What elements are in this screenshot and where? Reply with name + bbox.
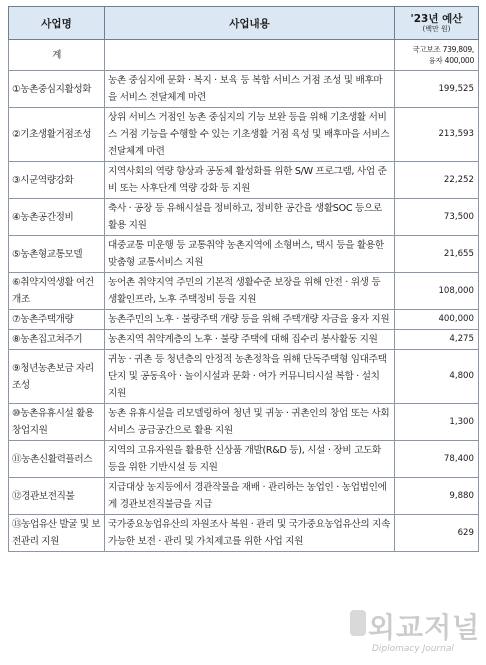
project-content: 농촌주민의 노후 · 불량주택 개량 등을 위해 주택개량 자금을 융자 지원 [105, 310, 395, 330]
project-name: ⑦농촌주택개량 [9, 310, 105, 330]
project-budget: 4,275 [395, 330, 479, 350]
header-budget-unit: (백만 원) [422, 25, 451, 33]
project-content: 축사 · 공장 등 유해시설을 정비하고, 정비한 공간을 생활SOC 등으로 활용 지원 [105, 199, 395, 236]
project-name: ④농촌공간정비 [9, 199, 105, 236]
project-content: 농어촌 취약지역 주민의 기본적 생활수준 보장을 위해 안전 · 위생 등 생활인프라, 노후 주택정비 등을 지원 [105, 273, 395, 310]
table-row [9, 441, 479, 478]
project-name: ⑪농촌신활력플러스 [9, 441, 105, 478]
project-content: 상위 서비스 거점인 농촌 중심지의 기능 보완 등을 위해 기초생활 서비스 거점 기능을 수행할 수 있는 기초생활 거점 육성 및 배후마을 서비스 전달체계 마련 [105, 108, 395, 162]
project-content: 지역사회의 역량 향상과 공동체 활성화를 위한 S/W 프로그램, 사업 준비 또는 사후단계 역량 강화 등 지원 [105, 162, 395, 199]
project-content: 국가중요농업유산의 자원조사 복원 · 관리 및 국가중요농업유산의 지속가능한 보전 · 관리 및 가치제고를 위한 사업 지원 [105, 515, 395, 552]
project-name: ①농촌중심지활성화 [9, 71, 105, 108]
total-budget-line2: 융자 400,000 [428, 56, 474, 65]
project-name: ⑫경관보전직불 [9, 478, 105, 515]
project-budget: 78,400 [395, 441, 479, 478]
project-budget: 629 [395, 515, 479, 552]
header-project-name: 사업명 [9, 7, 105, 40]
project-name: ⑩농촌유휴시설 활용창업지원 [9, 404, 105, 441]
table-row [9, 108, 479, 162]
project-name: ⑥취약지역생활 여건개조 [9, 273, 105, 310]
project-name: ⑧농촌집고쳐주기 [9, 330, 105, 350]
total-row [9, 40, 479, 71]
project-content: 귀농 · 귀촌 등 청년층의 안정적 농촌정착을 위해 단독주택형 임대주택단지 및 공동육아 · 놀이시설과 문화 · 여가 커뮤니티시설 복합 · 설치 지원 [105, 350, 395, 404]
project-name: ⑤농촌형교통모델 [9, 236, 105, 273]
watermark-main: 외교저널 [368, 611, 481, 644]
watermark-sub: Diplomacy Journal [372, 644, 454, 654]
project-name: ③시군역량강화 [9, 162, 105, 199]
table-row [9, 273, 479, 310]
table-row [9, 404, 479, 441]
table-row [9, 350, 479, 404]
header-budget [395, 7, 479, 40]
table-row [9, 515, 479, 552]
table-row [9, 478, 479, 515]
project-name: ⑬농업유산 발굴 및 보전관리 지원 [9, 515, 105, 552]
project-content: 지급대상 농지등에서 경관작물을 재배 · 관리하는 농업인 · 농업법인에게 경관보전직불금을 지급 [105, 478, 395, 515]
table-row [9, 71, 479, 108]
watermark-logo-icon [350, 610, 366, 636]
project-budget: 9,880 [395, 478, 479, 515]
total-budget-line1: 국고보조 739,809, [412, 45, 474, 54]
project-content: 농촌지역 취약계층의 노후 · 불량 주택에 대해 집수리 봉사활동 지원 [105, 330, 395, 350]
table-header-row [9, 7, 479, 40]
table-row [9, 236, 479, 273]
project-content: 농촌 유휴시설을 리모델링하여 청년 및 귀농 · 귀촌인의 창업 또는 사회서비스 공급공간으로 활용 지원 [105, 404, 395, 441]
project-content: 농촌 중심지에 문화 · 복지 · 보육 등 복합 서비스 거점 조성 및 배후마을 서비스 전달체계 마련 [105, 71, 395, 108]
project-content: 대중교통 미운행 등 교통취약 농촌지역에 소형버스, 택시 등을 활용한 맞춤형 교통서비스 지원 [105, 236, 395, 273]
total-budget [395, 40, 479, 71]
project-budget: 22,252 [395, 162, 479, 199]
header-project-content: 사업내용 [105, 7, 395, 40]
budget-table [8, 6, 479, 552]
project-budget: 400,000 [395, 310, 479, 330]
table-row [9, 330, 479, 350]
header-budget-label: '23년 예산 [410, 12, 463, 25]
project-budget: 213,593 [395, 108, 479, 162]
project-budget: 199,525 [395, 71, 479, 108]
project-budget: 21,655 [395, 236, 479, 273]
table-row [9, 310, 479, 330]
total-content [105, 40, 395, 71]
project-content: 지역의 고유자원을 활용한 신상품 개발(R&D 등), 시설 · 장비 고도화 등을 위한 기반시설 등 지원 [105, 441, 395, 478]
project-name: ⑨청년농촌보금 자리조성 [9, 350, 105, 404]
watermark [350, 600, 486, 665]
table-row [9, 162, 479, 199]
table-row [9, 199, 479, 236]
project-name: ②기초생활거점조성 [9, 108, 105, 162]
project-budget: 108,000 [395, 273, 479, 310]
total-label: 계 [9, 40, 105, 71]
project-budget: 73,500 [395, 199, 479, 236]
project-budget: 1,300 [395, 404, 479, 441]
project-budget: 4,800 [395, 350, 479, 404]
